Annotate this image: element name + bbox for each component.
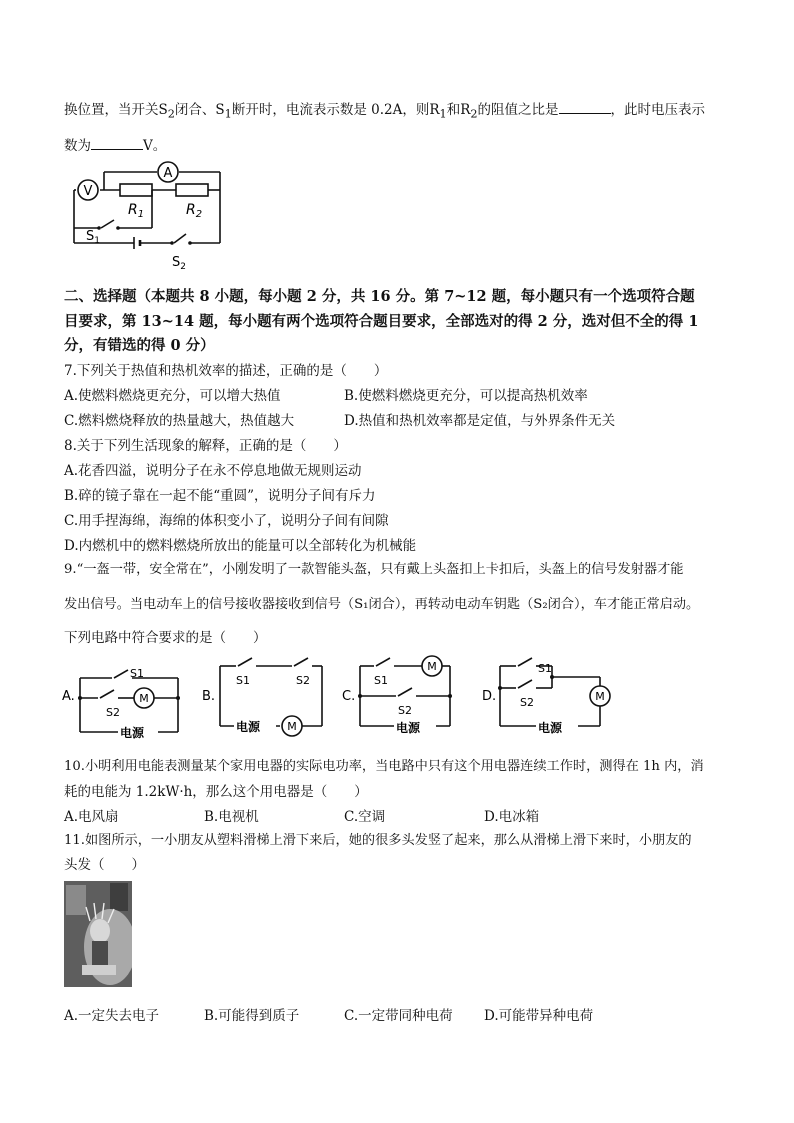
q8-option-c[interactable]: C.用手捏海绵，海绵的体积变小了，说明分子间有间隙 [64,513,389,529]
q10-option-c[interactable]: C.空调 [344,809,386,825]
q6-circuit-diagram [64,158,234,276]
q7-option-c[interactable]: C.燃料燃烧释放的热量越大，热值越大 [64,413,295,429]
q9-d-power-label: 电源 [538,721,563,735]
q9-line1: 9.“一盔一带，安全常在”，小刚发明了一款智能头盔，只有戴上头盔扣上卡扣后，头盔上的信号发射器才能 [64,562,684,577]
q8-stem: 8.关于下列生活现象的解释，正确的是（ ） [64,438,347,454]
q9-d-s2-label: S2 [520,696,534,709]
q9-c-s1-label: S1 [374,674,388,687]
slide-child-photo [64,881,132,987]
q9-line2: 发出信号。当电动车上的信号接收器接收到信号（S₁闭合），再转动电动车钥匙（S₂闭合），车才能正常启动。 [64,597,700,612]
answer-blank-ratio[interactable] [559,101,611,114]
q9-c-s2-label: S2 [398,704,412,717]
r2-label: $R_2$ [186,202,203,220]
q9-b-motor-label: M [287,720,297,733]
q9-option-d[interactable]: D. [482,689,497,704]
s1-label: $S_1$ [86,229,100,246]
q11-line1: 11.如图所示，一小朋友从塑料滑梯上滑下来后，她的很多头发竖了起来，那么从滑梯上滑下来时，小朋友的 [64,833,692,848]
q7-option-b[interactable]: B.使燃料燃烧更充分，可以提高热机效率 [344,388,588,404]
answer-blank-voltage[interactable] [91,137,143,150]
q9-b-s2-label: S2 [296,674,310,687]
q10-option-b[interactable]: B.电视机 [204,809,259,825]
q9-d-motor-label: M [595,690,605,703]
q9-a-s2-label: S2 [106,706,120,719]
q9-a-s1-label: S1 [130,667,144,680]
voltmeter-label: V [83,184,93,199]
q7-option-a[interactable]: A.使燃料燃烧更充分，可以增大热值 [64,388,281,404]
q7-stem: 7.下列关于热值和热机效率的描述，正确的是（ ） [64,363,388,379]
q11-line2: 头发（ ） [64,857,145,873]
q10-option-d[interactable]: D.电冰箱 [484,809,540,825]
q9-c-power-label: 电源 [396,721,421,735]
s2-label: $S_2$ [172,255,186,272]
q9-line3: 下列电路中符合要求的是（ ） [64,630,267,646]
q9-c-motor-label: M [427,660,437,673]
q8-option-d[interactable]: D.内燃机中的燃料燃烧所放出的能量可以全部转化为机械能 [64,538,417,554]
q6-line1: 换位置，当开关$S_2$闭合、$S_1$断开时，电流表示数是 0.2A，则$R_1$和$R_2$的阻值之比是 ，此时电压表示 [64,102,706,121]
q11-option-a[interactable]: A.一定失去电子 [64,1008,160,1024]
q7-option-d[interactable]: D.热值和热机效率都是定值，与外界条件无关 [344,413,616,429]
section2-line2: 目要求，第 13~14 题，每小题有两个选项符合题目要求，全部选对的得 2 分，选对但不全的得 1 [64,313,699,330]
q9-d-s1-label: S1 [538,662,552,675]
q10-option-a[interactable]: A.电风扇 [64,809,119,825]
q8-option-b[interactable]: B.碎的镜子靠在一起不能“重圆”，说明分子间有斥力 [64,488,376,504]
q9-a-power-label: 电源 [120,726,145,740]
section2-line3: 分，有错选的得 0 分） [64,337,215,354]
q10-line2: 耗的电能为 1.2kW·h，那么这个用电器是（ ） [64,784,368,800]
q9-circuit-options [60,650,620,742]
q9-option-a[interactable]: A. [62,689,75,704]
q10-line1: 10.小明利用电能表测量某个家用电器的实际电功率，当电路中只有这个用电器连续工作时，测得在 1h 内，消 [64,759,704,774]
q11-option-b[interactable]: B.可能得到质子 [204,1008,300,1024]
q8-option-a[interactable]: A.花香四溢，说明分子在永不停息地做无规则运动 [64,463,362,479]
q9-option-c[interactable]: C. [342,689,356,704]
q9-a-motor-label: M [139,692,149,705]
r1-label: $R_1$ [128,202,145,220]
q9-circuit-d [500,658,610,726]
q9-b-s1-label: S1 [236,674,250,687]
q9-b-power-label: 电源 [236,720,261,734]
q11-option-c[interactable]: C.一定带同种电荷 [344,1008,453,1024]
ammeter-label: A [163,166,173,181]
q6-line2: 数为 V。 [64,138,167,154]
q11-option-d[interactable]: D.可能带异种电荷 [484,1008,594,1024]
section2-line1: 二、选择题（本题共 8 小题，每小题 2 分，共 16 分。第 7~12 题，每小题只有一个选项符合题 [64,288,695,305]
q9-option-b[interactable]: B. [202,689,216,704]
q9-circuit-a [80,670,178,732]
